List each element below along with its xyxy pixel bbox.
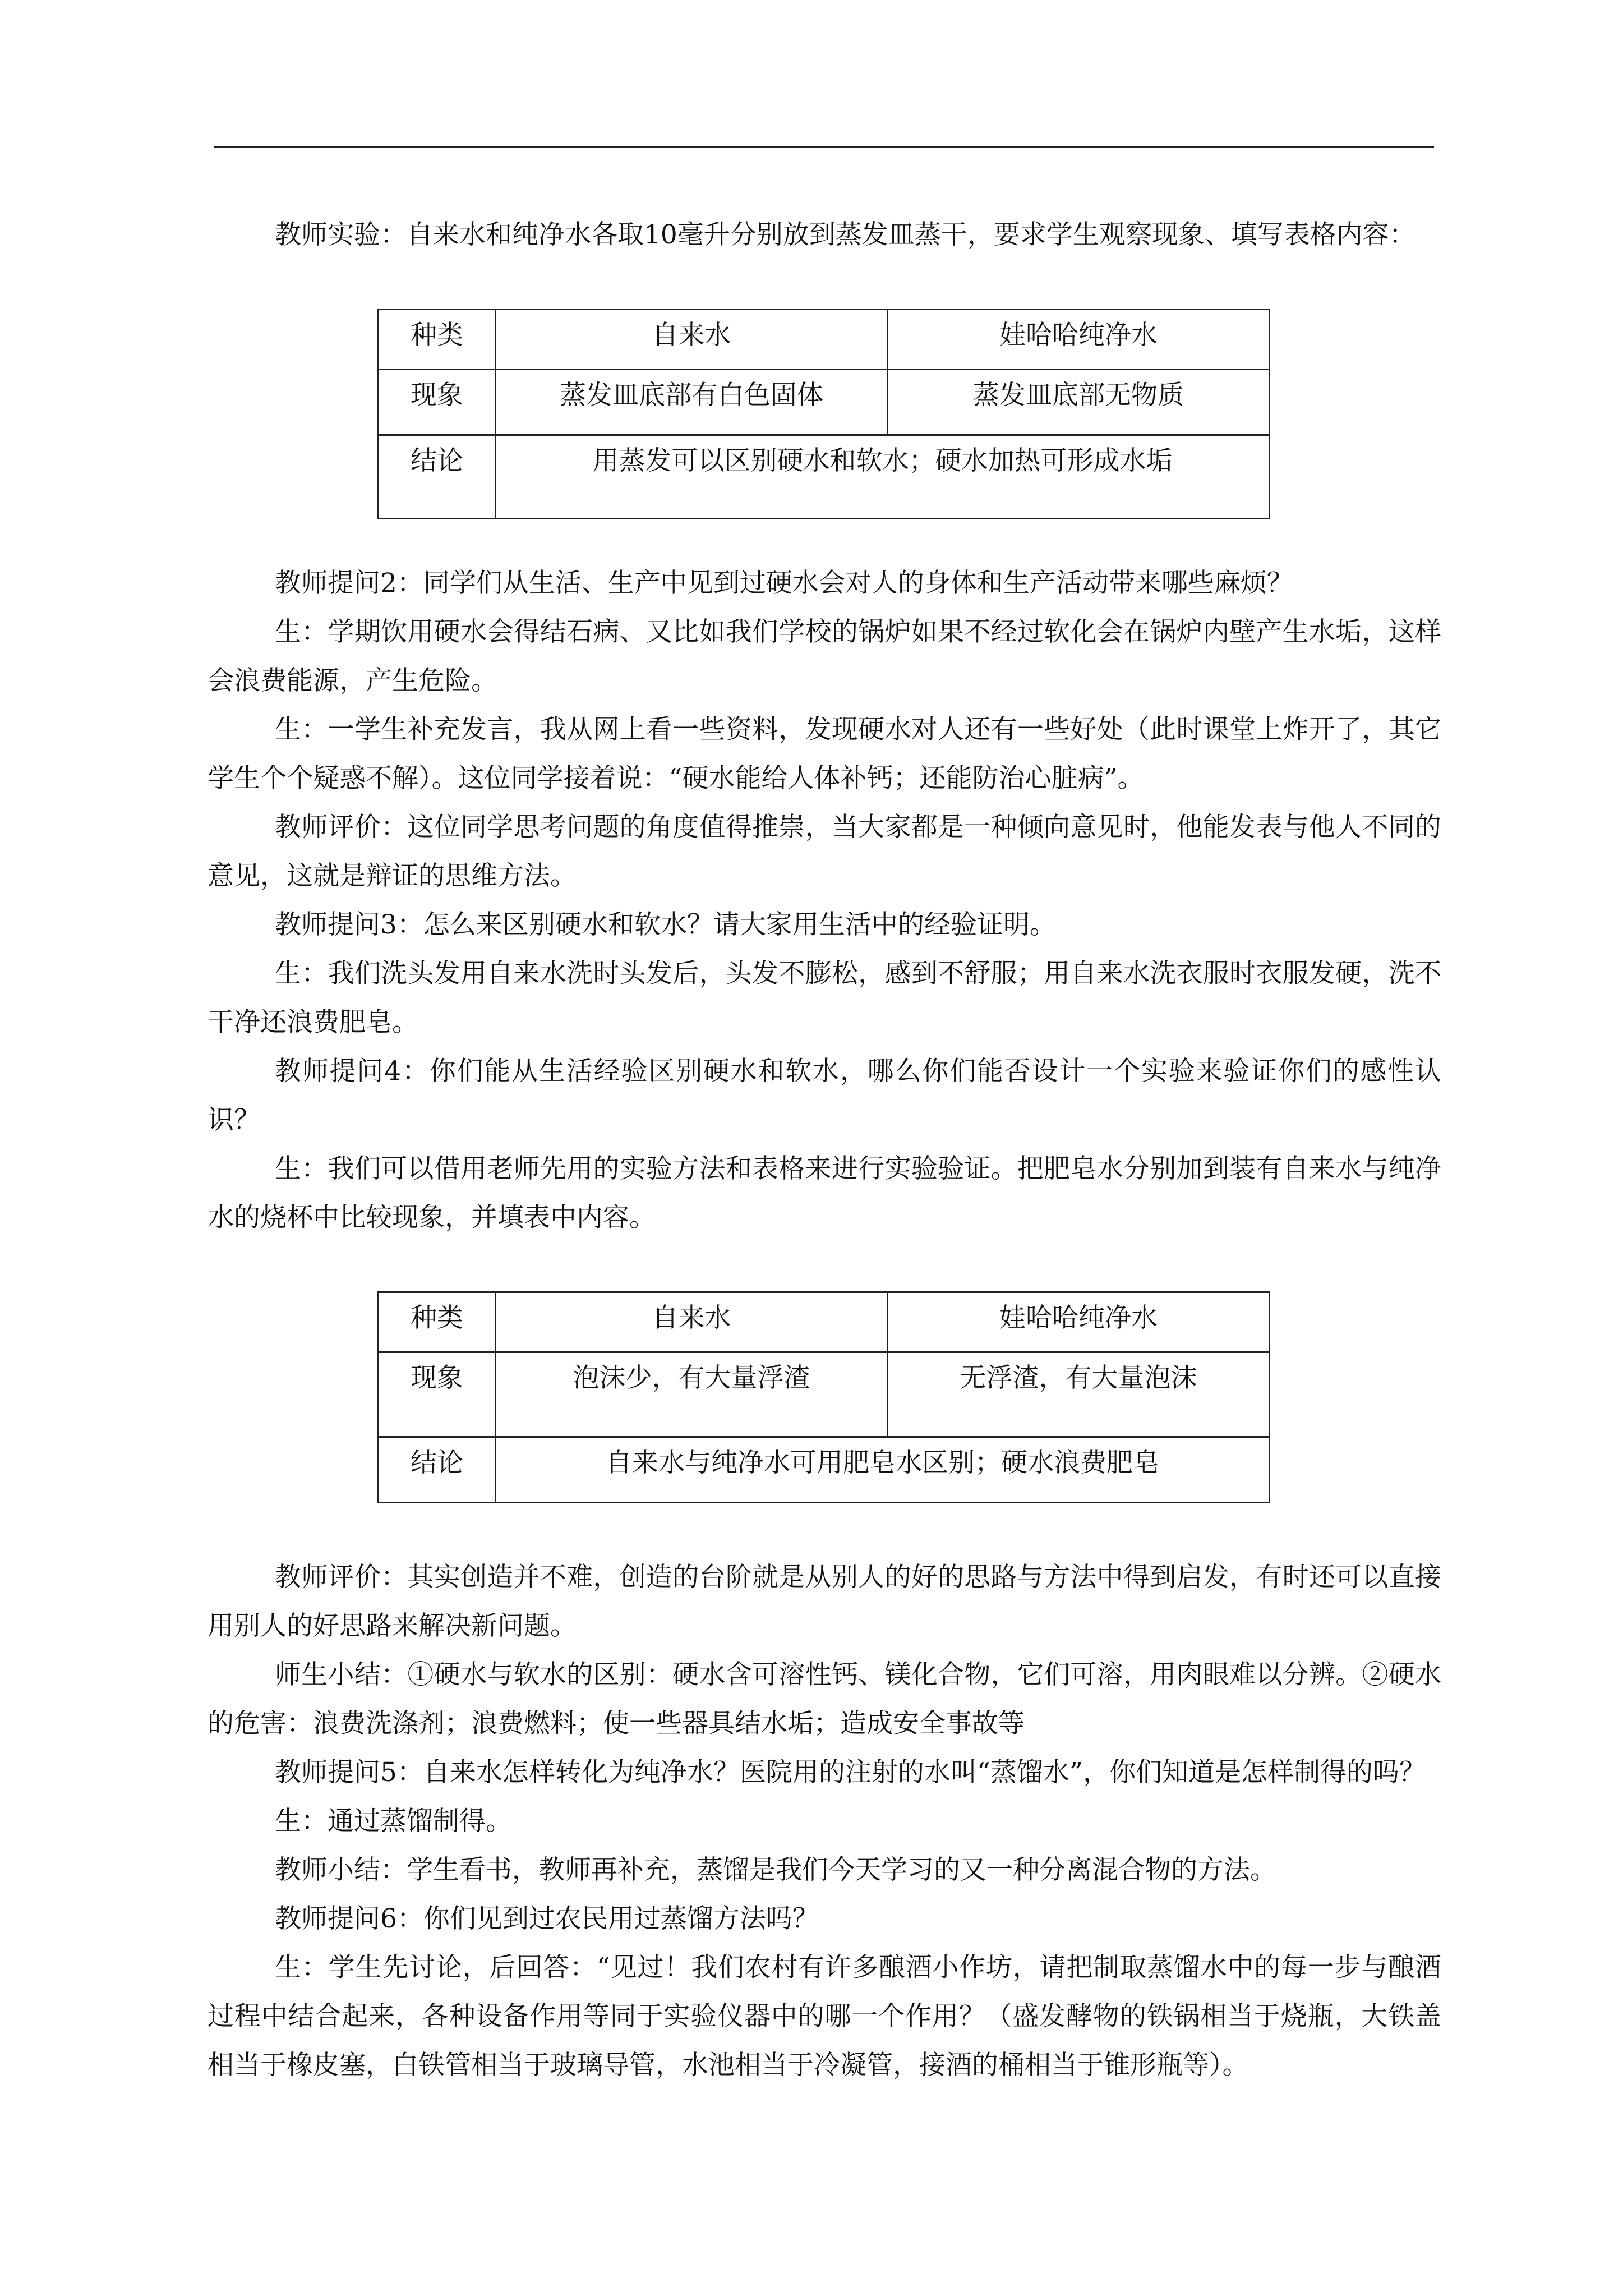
document-body xyxy=(208,210,1441,2090)
paragraph: 教师提问5：自来水怎样转化为纯净水？医院用的注射的水叫“蒸馏水”，你们知道是怎样制得的吗？ xyxy=(275,1757,1426,1788)
table-cell: 无浮渣，有大量泡沫 xyxy=(888,1352,1270,1437)
paragraph: 教师小结：学生看书，教师再补充，蒸馏是我们今天学习的又一种分离混合物的方法。 xyxy=(275,1855,1276,1885)
table-cell: 种类 xyxy=(379,310,496,370)
table-cell: 现象 xyxy=(379,1352,496,1437)
table-cell: 种类 xyxy=(379,1292,496,1352)
table-row xyxy=(379,435,1270,519)
paragraph: 生：我们可以借用老师先用的实验方法和表格来进行实验验证。把肥皂水分别加到装有自来水与纯净水的烧杯中比较现象，并填表中内容。 xyxy=(208,1153,1441,1233)
paragraph: 生：学生先讨论，后回答：“见过！我们农村有许多酿酒小作坊，请把制取蒸馏水中的每一步与酿酒过程中结合起来，各种设备作用等同于实验仪器中的哪一个作用？（盛发酵物的铁锅相当于烧瓶，大铁盖相当于橡皮塞，白铁管相当于玻璃导管，水池相当于冷凝管，接酒的桶相当于锥形瓶等）。 xyxy=(208,1952,1441,2081)
table-cell: 自来水 xyxy=(496,310,888,370)
paragraph: 教师提问2：同学们从生活、生产中见到过硬水会对人的身体和生产活动带来哪些麻烦？ xyxy=(275,568,1293,599)
table-cell: 自来水 xyxy=(496,1292,888,1352)
paragraph: 生：通过蒸馏制得。 xyxy=(275,1806,512,1837)
paragraph: 教师评价：这位同学思考问题的角度值得推崇，当大家都是一种倾向意见时，他能发表与他人不同的意见，这就是辩证的思维方法。 xyxy=(208,812,1441,891)
table-cell: 自来水与纯净水可用肥皂水区别；硬水浪费肥皂 xyxy=(496,1437,1270,1503)
paragraph: 教师提问4：你们能从生活经验区别硬水和软水，哪么你们能否设计一个实验来验证你们的感性认识？ xyxy=(208,1056,1441,1135)
table-soap-water-test-wrap xyxy=(377,1291,1441,1503)
table-cell: 娃哈哈纯净水 xyxy=(888,310,1270,370)
table-cell: 娃哈哈纯净水 xyxy=(888,1292,1270,1352)
table-cell: 蒸发皿底部有白色固体 xyxy=(496,370,888,435)
table-cell: 现象 xyxy=(379,370,496,435)
table-row xyxy=(379,1352,1270,1437)
paragraph: 教师提问6：你们见到过农民用过蒸馏方法吗？ xyxy=(275,1903,819,1934)
spacer xyxy=(208,1543,1441,1553)
table-row xyxy=(379,370,1270,435)
table-tap-vs-pure-evaporation-wrap xyxy=(377,309,1441,519)
table-cell: 泡沫少，有大量浮渣 xyxy=(496,1352,888,1437)
table-cell: 蒸发皿底部无物质 xyxy=(888,370,1270,435)
paragraph: 生：学期饮用硬水会得结石病、又比如我们学校的锅炉如果不经过软化会在锅炉内壁产生水垢，这样会浪费能源，产生危险。 xyxy=(208,616,1441,696)
table-row xyxy=(379,310,1270,370)
paragraph: 生：一学生补充发言，我从网上看一些资料，发现硬水对人还有一些好处（此时课堂上炸开了，其它学生个个疑惑不解）。这位同学接着说：“硬水能给人体补钙；还能防治心脏病”。 xyxy=(208,714,1441,794)
table-row xyxy=(379,1292,1270,1352)
table-row xyxy=(379,1437,1270,1503)
paragraph: 生：我们洗头发用自来水洗时头发后，头发不膨松，感到不舒服；用自来水洗衣服时衣服发硬，洗不干净还浪费肥皂。 xyxy=(208,958,1441,1038)
paragraph: 教师实验：自来水和纯净水各取10毫升分别放到蒸发皿蒸干，要求学生观察现象、填写表格内容： xyxy=(275,219,1415,250)
table-cell: 用蒸发可以区别硬水和软水；硬水加热可形成水垢 xyxy=(496,435,1270,519)
paragraph: 教师提问3：怎么来区别硬水和软水？请大家用生活中的经验证明。 xyxy=(275,909,1056,940)
table-tap-vs-pure-evaporation xyxy=(377,309,1270,519)
paragraph: 教师评价：其实创造并不难，创造的台阶就是从别人的好的思路与方法中得到启发，有时还可以直接用别人的好思路来解决新问题。 xyxy=(208,1562,1441,1641)
table-cell: 结论 xyxy=(379,1437,496,1503)
table-cell: 结论 xyxy=(379,435,496,519)
table-soap-water-test xyxy=(377,1291,1270,1503)
header-rule xyxy=(214,146,1434,148)
paragraph: 师生小结：①硬水与软水的区别：硬水含可溶性钙、镁化合物，它们可溶，用肉眼难以分辨。②硬水的危害：浪费洗涤剂；浪费燃料；使一些器具结水垢；造成安全事故等 xyxy=(208,1659,1441,1739)
